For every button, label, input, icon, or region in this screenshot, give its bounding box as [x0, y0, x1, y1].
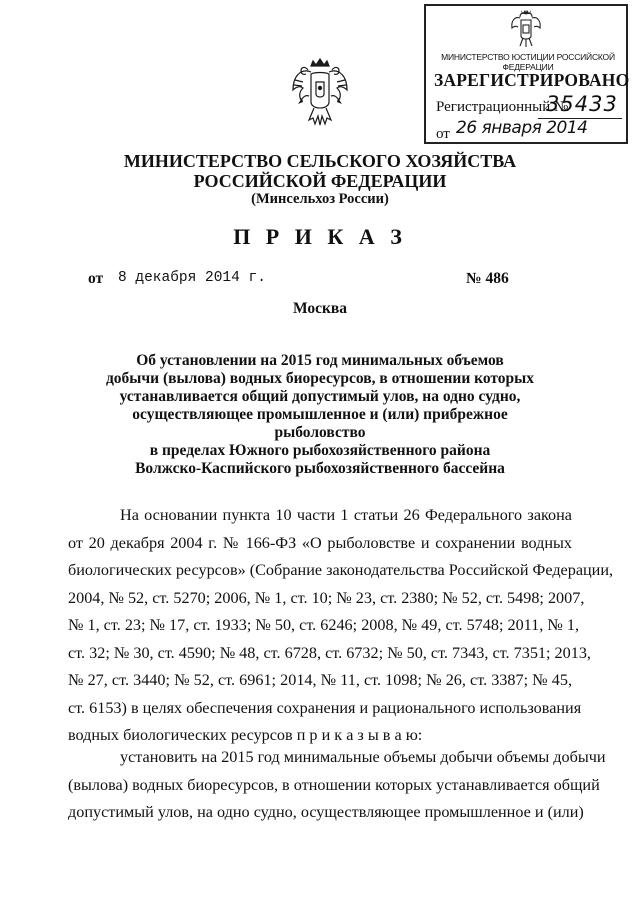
- body-line: ст. 6153) в целях обеспечения сохранения и рационального использования: [68, 698, 582, 717]
- stamp-reg-number-label: Регистрационный №: [436, 99, 569, 115]
- body-line: от 20 декабря 2004 г. № 166-ФЗ «О рыболовстве и сохранении водных: [68, 533, 572, 552]
- body-line: (вылова) водных биоресурсов, в отношении которых устанавливается общий: [68, 775, 600, 794]
- body-line: допустимый улов, на одно судно, осуществляющее промышленное и (или): [68, 803, 584, 821]
- subject-line: в пределах Южного рыбохозяйственного района: [149, 442, 491, 459]
- body-paragraph-1: [68, 502, 614, 750]
- stamp-date-underline: [456, 142, 622, 143]
- order-date-prefix: от: [88, 270, 104, 287]
- order-title: П Р И К А З: [233, 224, 407, 249]
- ministry-short-name: (Минсельхоз России): [251, 191, 389, 207]
- subject-line: устанавливается общий допустимый улов, на одно судно,: [119, 388, 521, 405]
- body-line: № 27, ст. 3440; № 52, ст. 6961; 2014, № 11, ст. 1098; № 26, ст. 3387; № 45,: [68, 671, 572, 689]
- body-paragraph-2: [68, 744, 606, 827]
- coat-of-arms-icon: [291, 58, 349, 128]
- subject-line: осуществляющее промышленное и (или) прибрежное рыболовство: [132, 406, 508, 441]
- subject-line: Волжско-Каспийского рыбохозяйственного бассейна: [135, 460, 505, 477]
- order-number: № 486: [466, 270, 509, 287]
- stamp-reg-number-value: 35433: [546, 92, 618, 116]
- stamp-registered-label: ЗАРЕГИСТРИРОВАНО: [434, 70, 630, 90]
- order-city: Москва: [292, 300, 348, 317]
- order-date: 8 декабря 2014 г.: [118, 270, 266, 286]
- ministry-name-line2: РОССИЙСКОЙ ФЕДЕРАЦИИ: [193, 171, 447, 191]
- body-line: водных биологических ресурсов п р и к а з ы в а ю:: [68, 726, 423, 744]
- body-line: № 1, ст. 23; № 17, ст. 1933; № 50, ст. 6246; 2008, № 49, ст. 5748; 2011, № 1,: [68, 616, 579, 634]
- body-line: установить на 2015 год минимальные объемы добычи объемы добычи: [120, 748, 606, 766]
- subject-line: добычи (вылова) водных биоресурсов, в отношении которых: [105, 370, 535, 387]
- stamp-date-value: 26 января 2014: [456, 118, 588, 138]
- stamp-date-label: от: [436, 126, 450, 142]
- body-line: 2004, № 52, ст. 5270; 2006, № 1, ст. 10; № 23, ст. 2380; № 52, ст. 5498; 2007,: [68, 588, 585, 607]
- ministry-name-line1: МИНИСТЕРСТВО СЕЛЬСКОГО ХОЗЯЙСТВА: [123, 151, 517, 171]
- body-line: На основании пункта 10 части 1 статьи 26 Федерального закона: [120, 506, 572, 524]
- subject-line: Об установлении на 2015 год минимальных объемов: [136, 352, 504, 369]
- eagle-emblem-icon: [508, 8, 544, 50]
- stamp-ministry-name: МИНИСТЕРСТВО ЮСТИЦИИ РОССИЙСКОЙ ФЕДЕРАЦИИ: [441, 52, 615, 72]
- body-line: ст. 32; № 30, ст. 4590; № 48, ст. 6728, ст. 6732; № 50, ст. 7343, ст. 7351; 2013,: [68, 643, 591, 662]
- order-subject: [100, 352, 540, 478]
- body-line: биологических ресурсов» (Собрание законодательства Российской Федерации,: [68, 561, 614, 579]
